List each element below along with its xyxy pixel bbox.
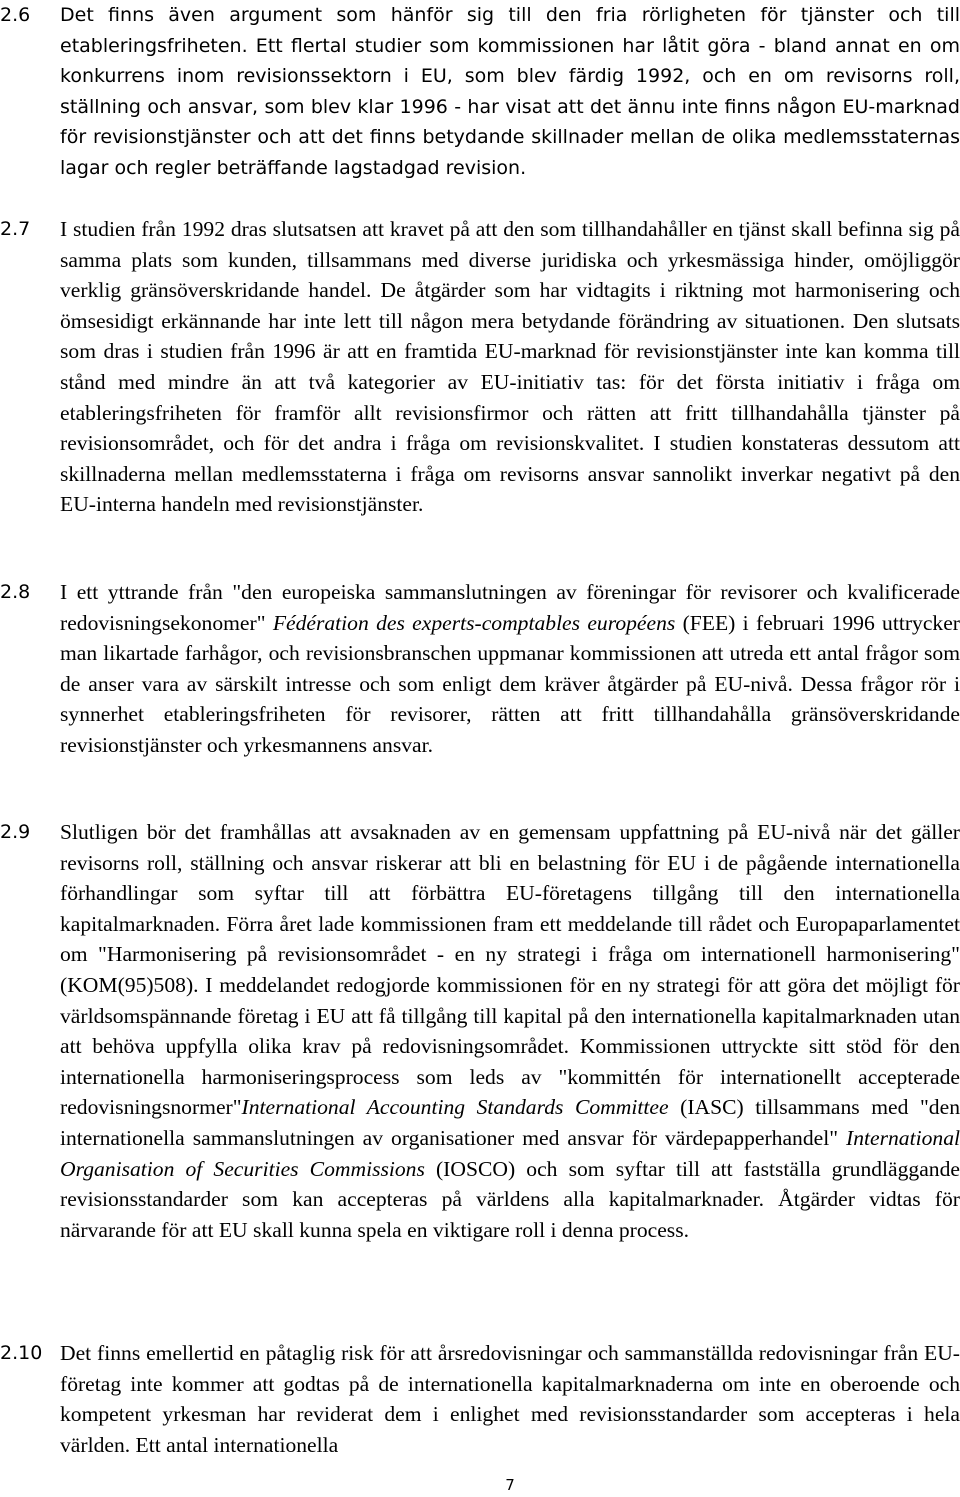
paragraph-text-part: Det finns även argument som hänför sig till den fria rörligheten för tjänster och till etableringsfriheten. Ett flertal studier som kommissionen har låtit göra - bland annat en om konkurrens inom revisionssektorn i EU, som blev färdig 1992, och en om revisorns roll, ställning och ansvar, som blev klar 1996 - har visat att det ännu inte finns någon EU-marknad för revisionstjänster och att det finns betydande skillnader mellan de olika medlemsstaternas lagar och regler beträffande lagstadgad revision. xyxy=(60,4,960,179)
paragraph-number: 2.8 xyxy=(0,581,31,603)
paragraph-text xyxy=(60,214,960,520)
paragraph-text-part: (IASC) tillsammans med "den internationella sammanslutningen av organisationer med ansvar för värdepapperhandel" xyxy=(60,1095,960,1150)
paragraph-text-part-italic: International Organisation of Securities Commissions xyxy=(60,1125,960,1181)
paragraph-text-part-italic: Fédération des experts-comptables européens xyxy=(272,610,676,635)
paragraph-text-part: (IOSCO) och som syftar till att fastställa grundläggande revisionsstandarder som kan accepteras på världens alla kapitalmarknader. Åtgärder vidtas för närvarande för att EU skall kunna spela en viktigare roll i denna process. xyxy=(60,1156,960,1242)
paragraph-number: 2.7 xyxy=(0,218,31,240)
paragraph-text xyxy=(60,1338,960,1460)
paragraph-text-part-italic: International Accounting Standards Committee xyxy=(241,1095,669,1120)
page-number: 7 xyxy=(505,1476,515,1494)
paragraph-text xyxy=(60,817,960,1245)
paragraph-text xyxy=(60,0,960,184)
paragraph-text xyxy=(60,577,960,761)
paragraph-text-part: I studien från 1992 dras slutsatsen att kravet på att den som tillhandahåller en tjänst skall befinna sig på samma plats som kunden, tillsammans med diverse juridiska och yrkesmässiga hinder, omöjliggör verklig gränsöverskridande handel. De åtgärder som har vidtagits i riktning mot harmonisering och ömsesidigt erkännande har inte lett till någon mera betydande förändring av situationen. Den slutsats som dras i studien från 1996 är att en framtida EU-marknad för revisionstjänster inte kan komma till stånd med mindre än att två kategorier av EU-initiativ tas: för det första initiativ i fråga om etableringsfriheten för framför allt revisionsfirmor och rätten att fritt tillhandahålla tjänster på revisionsområdet, och för det andra i fråga om revisionskvalitet. I studien konstateras dessutom att skillnaderna mellan medlemsstaterna i fråga om revisorns ansvar sannolikt inverkar negativt på den EU-interna handeln med revisionstjänster. xyxy=(60,217,960,517)
paragraph-text-part: I ett yttrande från "den europeiska sammanslutningen av föreningar för revisorer och kvalificerade redovisningsekonomer" xyxy=(60,580,960,635)
paragraph-text-part: Det finns emellertid en påtaglig risk för att årsredovisningar och sammanställda redovisningar från EU-företag inte kommer att godtas på de internationella kapitalmarknaderna om inte en oberoende och kompetent yrkesman har reviderat dem i enlighet med revisionsstandarder som accepteras i hela världen. Ett antal internationella xyxy=(60,1341,960,1457)
paragraph-number: 2.10 xyxy=(0,1342,43,1364)
paragraph-text-part: (FEE) i februari 1996 uttrycker man likartade farhågor, och revisionsbranschen uppmanar kommissionen att utreda ett antal frågor som de anser vara av särskilt intresse och som enligt dem kräver åtgärder på EU-nivå. Dessa frågor rör i synnerhet etableringsfriheten för revisorer, rätten att fritt tillhandahålla gränsöverskridande revisionstjänster och yrkesmannens ansvar. xyxy=(60,610,960,757)
paragraph-number: 2.9 xyxy=(0,821,31,843)
paragraph-number: 2.6 xyxy=(0,4,31,26)
paragraph-text-part: Slutligen bör det framhållas att avsaknaden av en gemensam uppfattning på EU-nivå när det gäller revisorns roll, ställning och ansvar riskerar att bli en belastning för EU i de pågående internationella förhandlingar som syftar till att förbättra EU-företagens tillgång till den internationella kapitalmarknaden. Förra året lade kommissionen fram ett meddelande till rådet och Europaparlamentet om "Harmonisering på revisionsområdet - en ny strategi i fråga om internationell harmonisering" (KOM(95)508). I meddelandet redogjorde kommissionen för en ny strategi för att göra det möjligt för världsomspännande företag i EU att få tillgång till kapital på den internationella kapitalmarknaden utan att behöva uppfylla olika krav på redovisningsområdet. Kommissionen uttryckte sitt stöd för den internationella harmoniseringsprocess som leds av "kommittén för internationellt accepterade redovisningsnormer" xyxy=(60,820,960,1120)
